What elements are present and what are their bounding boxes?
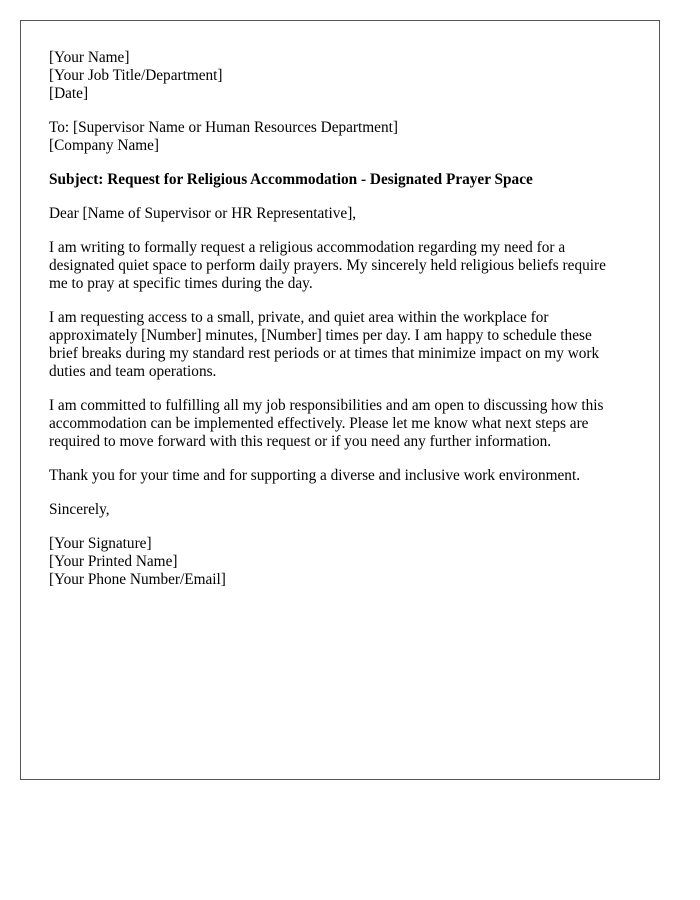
paragraph-line: me to pray at specific times during the day. xyxy=(49,275,313,292)
body-paragraph-3 xyxy=(49,397,639,451)
paragraph-line: duties and team operations. xyxy=(49,363,217,380)
signature-block xyxy=(49,535,639,589)
sender-job-title: [Your Job Title/Department] xyxy=(49,67,223,84)
paragraph-line: I am committed to fulfilling all my job responsibilities and am open to discussing how this xyxy=(49,397,604,414)
subject-line xyxy=(49,171,639,189)
body-paragraph-2 xyxy=(49,309,639,381)
closing xyxy=(49,501,639,519)
paragraph-line: accommodation can be implemented effectively. Please let me know what next steps are xyxy=(49,415,589,432)
recipient-block xyxy=(49,119,639,155)
closing-text: Sincerely, xyxy=(49,501,110,518)
paragraph-line: brief breaks during my standard rest periods or at times that minimize impact on my work xyxy=(49,345,600,362)
salutation-text: Dear [Name of Supervisor or HR Representative], xyxy=(49,205,357,222)
subject-text: Subject: Request for Religious Accommodation - Designated Prayer Space xyxy=(49,171,533,188)
sender-block xyxy=(49,49,639,103)
printed-name: [Your Printed Name] xyxy=(49,553,178,570)
paragraph-line: required to move forward with this request or if you need any further information. xyxy=(49,433,552,450)
paragraph-line: approximately [Number] minutes, [Number] times per day. I am happy to schedule these xyxy=(49,327,592,344)
paragraph-line: Thank you for your time and for supporting a diverse and inclusive work environment. xyxy=(49,467,581,484)
recipient-company: [Company Name] xyxy=(49,137,160,154)
recipient-to: To: [Supervisor Name or Human Resources Department] xyxy=(49,119,398,136)
letter-content xyxy=(49,49,639,605)
salutation xyxy=(49,205,639,223)
paragraph-line: I am requesting access to a small, private, and quiet area within the workplace for xyxy=(49,309,549,326)
letter-page xyxy=(20,20,660,780)
body-paragraph-1 xyxy=(49,239,639,293)
body-paragraph-4 xyxy=(49,467,639,485)
letter-date: [Date] xyxy=(49,85,89,102)
sender-name: [Your Name] xyxy=(49,49,130,66)
contact-info: [Your Phone Number/Email] xyxy=(49,571,226,588)
paragraph-line: I am writing to formally request a religious accommodation regarding my need for a xyxy=(49,239,566,256)
signature-placeholder: [Your Signature] xyxy=(49,535,152,552)
paragraph-line: designated quiet space to perform daily prayers. My sincerely held religious beliefs require xyxy=(49,257,606,274)
